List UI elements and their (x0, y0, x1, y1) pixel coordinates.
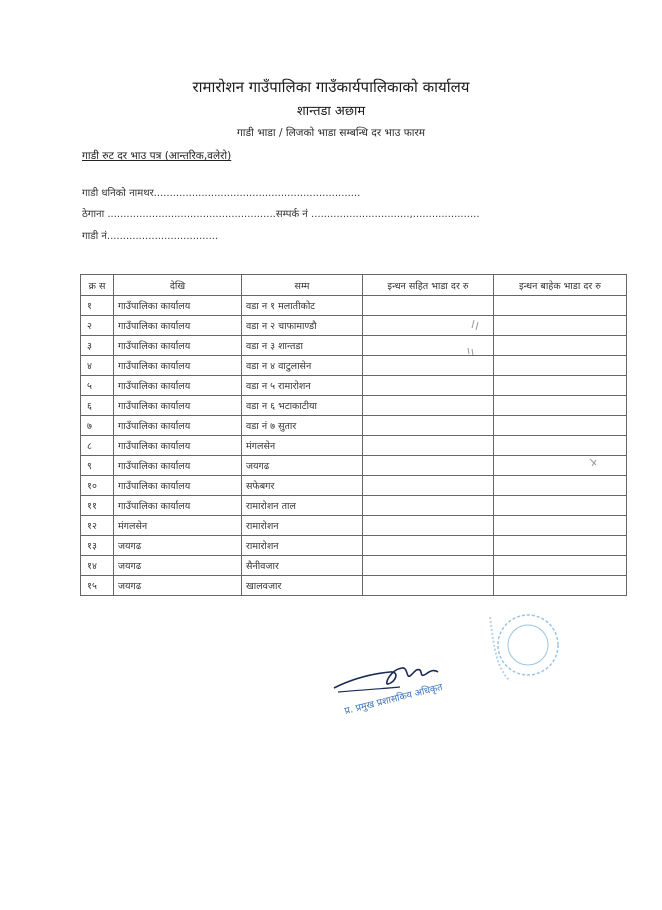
cell-rate-with-fuel[interactable] (363, 516, 494, 536)
header-serial: क्र स (81, 275, 114, 296)
cell-serial: १ (81, 296, 114, 316)
table-row (81, 456, 627, 476)
cell-to: वडा न ५ रामारोशन (242, 376, 363, 396)
header-rate-without-fuel: इन्धन बाहेक भाडा दर रु (494, 275, 627, 296)
cell-rate-without-fuel[interactable] (494, 416, 627, 436)
cell-rate-with-fuel[interactable] (363, 476, 494, 496)
owner-name-field[interactable]: गाडी धनिको नामथर................................................................. (82, 188, 361, 199)
cell-rate-with-fuel[interactable] (363, 376, 494, 396)
cell-rate-with-fuel[interactable] (363, 396, 494, 416)
cell-from: मंगलसेन (114, 516, 242, 536)
table-header-row (81, 275, 627, 296)
cell-to: सफेबगर (242, 476, 363, 496)
table-row (81, 436, 627, 456)
cell-rate-with-fuel[interactable] (363, 556, 494, 576)
cell-rate-without-fuel[interactable] (494, 396, 627, 416)
cell-to: वडा न २ चाफामाण्डौ (242, 316, 363, 336)
cell-serial: १० (81, 476, 114, 496)
cell-rate-without-fuel[interactable] (494, 436, 627, 456)
table-row (81, 516, 627, 536)
cell-serial: ३ (81, 336, 114, 356)
table-row (81, 496, 627, 516)
rate-table (80, 274, 627, 596)
cell-rate-without-fuel[interactable] (494, 316, 627, 336)
form-title: गाडी भाडा / लिजको भाडा सम्बन्धि दर भाउ फारम (236, 127, 426, 139)
cell-to: मंगलसेन (242, 436, 363, 456)
cell-rate-without-fuel[interactable] (494, 376, 627, 396)
header-to: सम्म (242, 275, 363, 296)
table-row (81, 376, 627, 396)
office-location: शान्तडा अछाम (296, 104, 366, 119)
cell-to: रामारोशन ताल (242, 496, 363, 516)
cell-to: वडा न १ मलातीकोट (242, 296, 363, 316)
cell-serial: ६ (81, 396, 114, 416)
cell-rate-with-fuel[interactable] (363, 436, 494, 456)
form-subtitle: गाडी रुट दर भाउ पत्र (आन्तरिक,वलेरो) (82, 150, 232, 162)
table-row (81, 556, 627, 576)
cell-rate-without-fuel[interactable] (494, 496, 627, 516)
cell-rate-without-fuel[interactable] (494, 476, 627, 496)
cell-rate-without-fuel[interactable] (494, 296, 627, 316)
cell-to: वडा न ६ भटाकाटीया (242, 396, 363, 416)
cell-to: वडा न ४ वाटुलासेन (242, 356, 363, 376)
cell-to: सैनीवजार (242, 556, 363, 576)
cell-from: जयगढ (114, 556, 242, 576)
header-from: देखि (114, 275, 242, 296)
cell-from: गाउँपालिका कार्यालय (114, 456, 242, 476)
cell-from: गाउँपालिका कार्यालय (114, 316, 242, 336)
cell-from: गाउँपालिका कार्यालय (114, 356, 242, 376)
cell-serial: ७ (81, 416, 114, 436)
vehicle-number-field[interactable]: गाडी नं................................... (82, 231, 219, 242)
cell-rate-with-fuel[interactable] (363, 456, 494, 476)
cell-to: वडा न ३ शान्तडा (242, 336, 363, 356)
table-row (81, 536, 627, 556)
cell-from: गाउँपालिका कार्यालय (114, 496, 242, 516)
signature-caption: प्र. प्रमुख प्रशासकिय अधिकृत (343, 681, 444, 717)
cell-from: गाउँपालिका कार्यालय (114, 476, 242, 496)
table-row (81, 396, 627, 416)
cell-rate-without-fuel[interactable] (494, 356, 627, 376)
table-row (81, 416, 627, 436)
table-row (81, 476, 627, 496)
cell-from: जयगढ (114, 536, 242, 556)
cell-to: खालवजार (242, 576, 363, 596)
cell-serial: २ (81, 316, 114, 336)
table-row (81, 576, 627, 596)
cell-serial: ८ (81, 436, 114, 456)
cell-rate-with-fuel[interactable] (363, 576, 494, 596)
cell-to: रामारोशन (242, 516, 363, 536)
rate-table-body (81, 296, 627, 596)
cell-rate-without-fuel[interactable] (494, 516, 627, 536)
cell-to: जयगढ (242, 456, 363, 476)
cell-rate-with-fuel[interactable] (363, 536, 494, 556)
cell-from: गाउँपालिका कार्यालय (114, 296, 242, 316)
cell-rate-without-fuel[interactable] (494, 556, 627, 576)
cell-serial: ९ (81, 456, 114, 476)
office-stamp-icon (470, 607, 560, 687)
table-row (81, 336, 627, 356)
table-row (81, 356, 627, 376)
table-row (81, 316, 627, 336)
cell-from: गाउँपालिका कार्यालय (114, 396, 242, 416)
cell-rate-with-fuel[interactable] (363, 356, 494, 376)
cell-serial: ४ (81, 356, 114, 376)
cell-rate-without-fuel[interactable] (494, 456, 627, 476)
cell-from: गाउँपालिका कार्यालय (114, 436, 242, 456)
table-row (81, 296, 627, 316)
address-contact-field[interactable]: ठेगाना .....................................................सम्पर्क नं ...............................,..................... (82, 209, 480, 220)
cell-rate-without-fuel[interactable] (494, 536, 627, 556)
cell-rate-with-fuel[interactable] (363, 496, 494, 516)
cell-serial: १२ (81, 516, 114, 536)
cell-to: वडा नं ७ सुतार (242, 416, 363, 436)
cell-from: गाउँपालिका कार्यालय (114, 416, 242, 436)
cell-to: रामारोशन (242, 536, 363, 556)
cell-from: गाउँपालिका कार्यालय (114, 376, 242, 396)
cell-serial: ११ (81, 496, 114, 516)
office-title: रामारोशन गाउँपालिका गाउँकार्यपालिकाको कार्यालय (192, 78, 470, 96)
cell-from: जयगढ (114, 576, 242, 596)
ink-speck (588, 457, 600, 469)
cell-rate-without-fuel[interactable] (494, 576, 627, 596)
cell-rate-without-fuel[interactable] (494, 336, 627, 356)
cell-serial: ५ (81, 376, 114, 396)
cell-serial: १४ (81, 556, 114, 576)
cell-rate-with-fuel[interactable] (363, 296, 494, 316)
cell-serial: १३ (81, 536, 114, 556)
cell-from: गाउँपालिका कार्यालय (114, 336, 242, 356)
cell-serial: १५ (81, 576, 114, 596)
header-rate-with-fuel: इन्धन सहित भाडा दर रु (363, 275, 494, 296)
cell-rate-with-fuel[interactable] (363, 416, 494, 436)
pen-mark (460, 318, 490, 358)
